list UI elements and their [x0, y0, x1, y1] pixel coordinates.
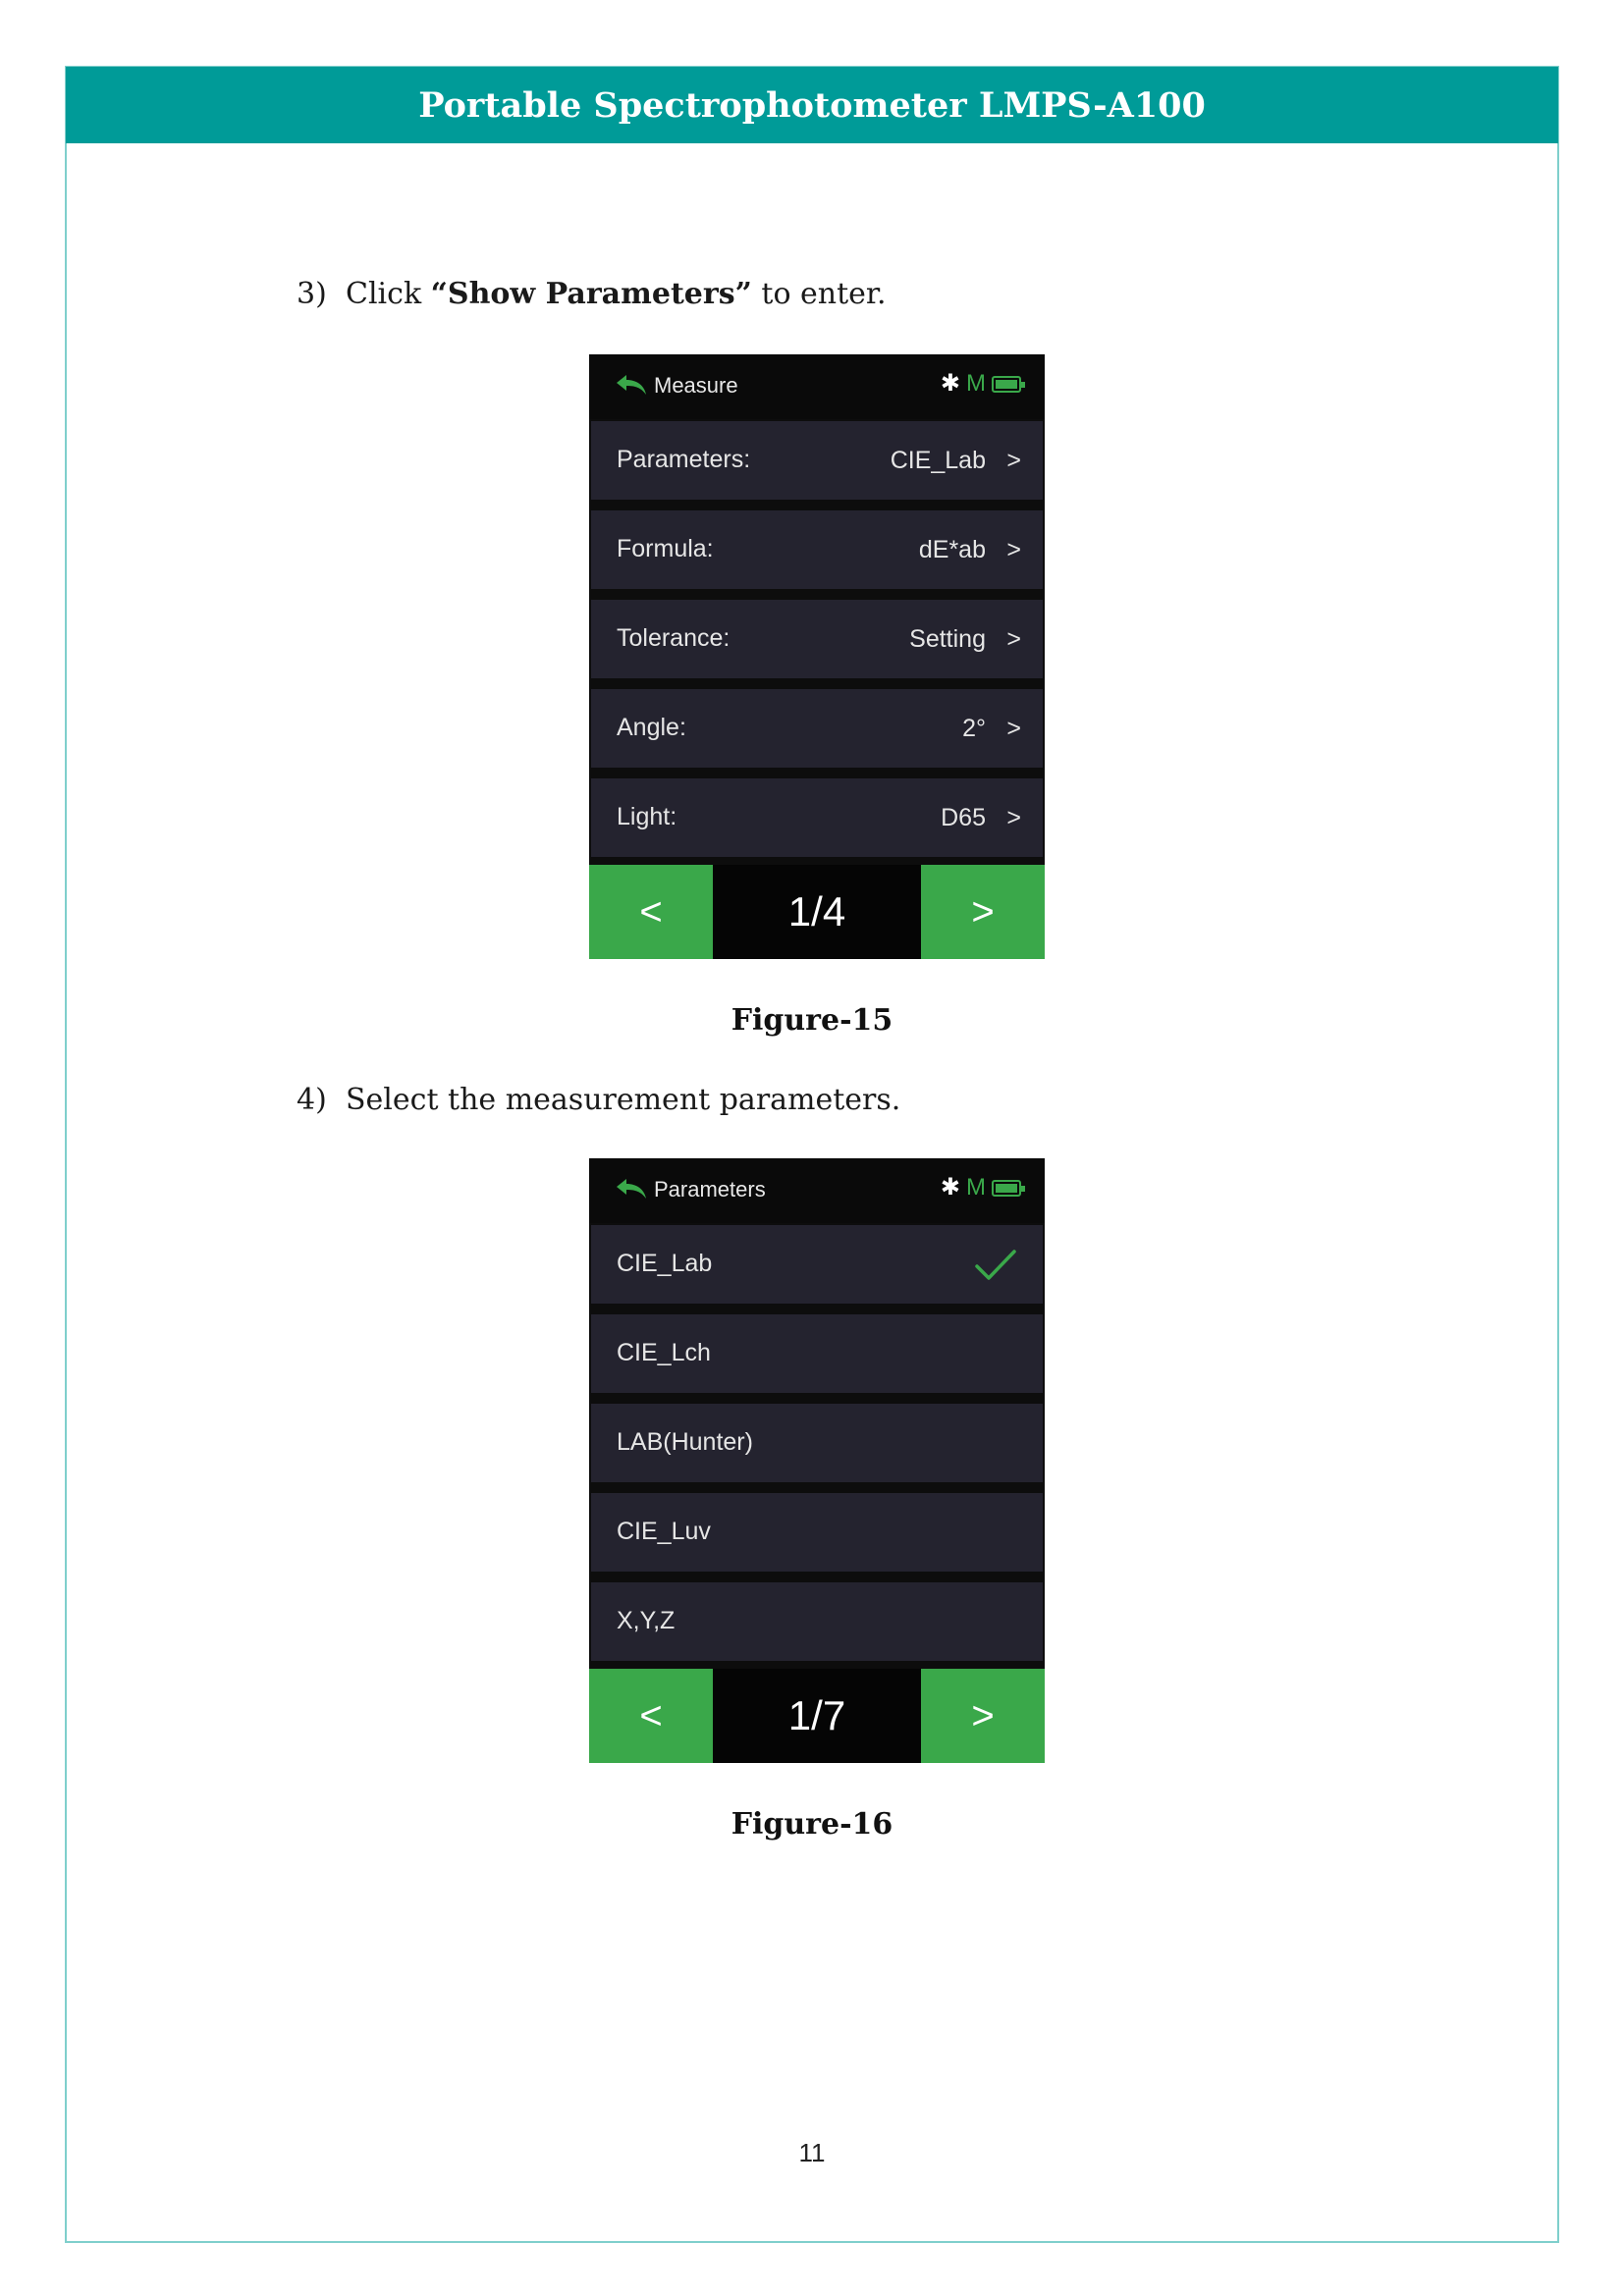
row-value: 2° — [962, 715, 986, 742]
figure-16-caption: Figure-16 — [731, 1807, 893, 1842]
back-arrow-icon[interactable] — [615, 1177, 648, 1201]
chevron-right-icon: > — [1006, 536, 1021, 563]
battery-icon — [992, 1180, 1021, 1197]
option-row-xyz[interactable] — [591, 1582, 1043, 1661]
prev-page-button[interactable]: < — [589, 1669, 713, 1763]
prev-page-button[interactable]: < — [589, 865, 713, 959]
device-screen-measure — [589, 354, 1045, 959]
screen-header — [589, 1158, 1045, 1223]
row-label: X,Y,Z — [617, 1607, 676, 1634]
back-arrow-icon[interactable] — [615, 373, 648, 397]
step-4-number: 4) — [297, 1083, 327, 1117]
figure-15-caption: Figure-15 — [731, 1003, 893, 1038]
step-3-instruction — [297, 277, 887, 311]
next-page-button[interactable]: > — [921, 1669, 1045, 1763]
device-screen-parameters — [589, 1158, 1045, 1763]
step-3-number: 3) — [297, 277, 327, 311]
row-label: Formula: — [617, 535, 714, 562]
status-bar — [941, 369, 1021, 399]
row-value: dE*ab — [918, 536, 986, 563]
option-row-cie-lch[interactable] — [591, 1314, 1043, 1393]
status-bar — [941, 1173, 1021, 1202]
row-label: LAB(Hunter) — [617, 1428, 753, 1456]
mode-indicator: M — [966, 1174, 986, 1201]
row-label: Parameters: — [617, 446, 751, 473]
screen-header — [589, 354, 1045, 419]
page-indicator: 1/7 — [787, 1692, 846, 1738]
menu-row-angle[interactable] — [591, 689, 1043, 768]
row-value: CIE_Lab — [890, 447, 986, 474]
screen-title: Measure — [654, 373, 738, 398]
row-value: D65 — [941, 804, 986, 831]
screen-title: Parameters — [654, 1177, 766, 1201]
menu-row-parameters[interactable] — [591, 421, 1043, 500]
option-row-cie-luv[interactable] — [591, 1493, 1043, 1572]
page-indicator: 1/4 — [787, 888, 846, 934]
step-4-text: Select the measurement parameters. — [346, 1083, 901, 1117]
option-row-cie-lab[interactable] — [591, 1225, 1043, 1304]
row-value: Setting — [909, 625, 986, 653]
menu-row-formula[interactable] — [591, 510, 1043, 589]
step-3-text-pre: Click — [346, 277, 431, 311]
header-title: Portable Spectrophotometer LMPS-A100 — [418, 84, 1206, 126]
menu-row-tolerance[interactable] — [591, 600, 1043, 678]
mode-indicator: M — [966, 370, 986, 397]
chevron-right-icon: > — [1006, 715, 1021, 742]
pagination-bar — [589, 1669, 1045, 1763]
page-header — [66, 67, 1558, 143]
chevron-right-icon: > — [1006, 447, 1021, 474]
next-page-button[interactable]: > — [921, 865, 1045, 959]
chevron-right-icon: > — [1006, 625, 1021, 653]
row-label: CIE_Lab — [617, 1250, 713, 1277]
pagination-bar — [589, 865, 1045, 959]
menu-row-light[interactable] — [591, 778, 1043, 857]
bluetooth-icon: ✱ — [940, 370, 960, 397]
step-3-text-bold: “Show Parameters” — [430, 277, 752, 311]
row-label: Tolerance: — [617, 624, 731, 652]
step-3-text-post: to enter. — [751, 277, 887, 311]
bluetooth-icon: ✱ — [940, 1174, 960, 1201]
option-row-lab-hunter[interactable] — [591, 1404, 1043, 1482]
battery-icon — [992, 376, 1021, 393]
row-label: Light: — [617, 803, 677, 830]
row-label: Angle: — [617, 714, 686, 741]
page-number: 11 — [798, 2138, 826, 2167]
row-label: CIE_Luv — [617, 1518, 711, 1545]
checkmark-icon — [974, 1249, 1017, 1282]
step-4-instruction — [297, 1083, 900, 1117]
row-label: CIE_Lch — [617, 1339, 711, 1366]
chevron-right-icon: > — [1006, 804, 1021, 831]
